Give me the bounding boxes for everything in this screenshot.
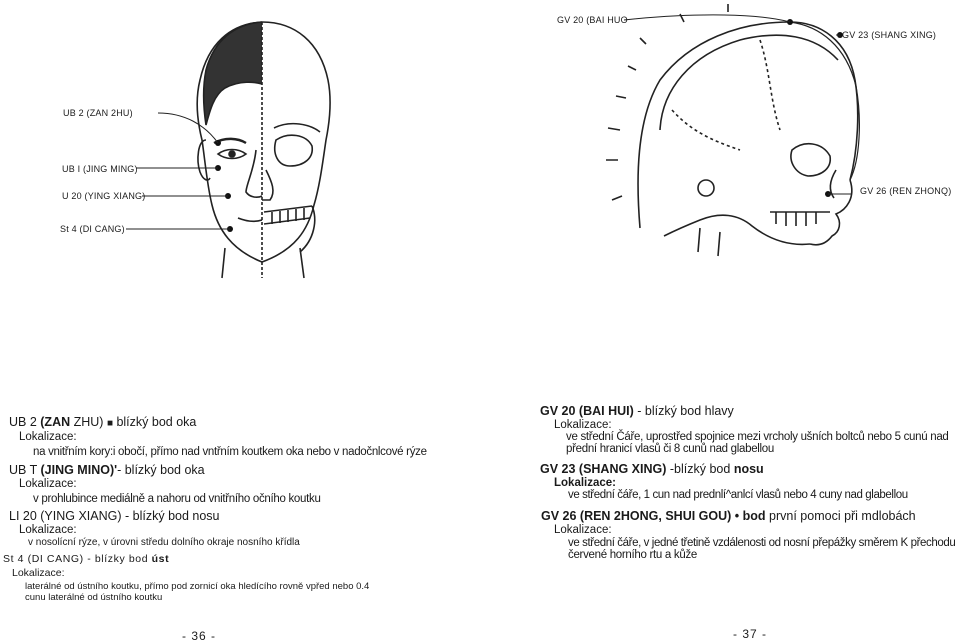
entry-ub1-desc: v prohlubince mediálně a nahoru od vnitřního očního koutku <box>33 493 321 505</box>
label-gv20: GV 20 (BAI HUO <box>557 15 628 25</box>
entry-gv26-lok: Lokalizace: <box>554 524 612 536</box>
entry-li20-lok: Lokalizace: <box>19 524 77 536</box>
entry-gv23-heading: GV 23 (SHANG XING) -blízký bod nosu <box>540 462 764 476</box>
entry-gv20-desc1: ve střední Čáře, uprostřed spojnice mezi vrcholy ušních boltců nebo 5 cunú nad <box>566 431 949 443</box>
entry-st4-desc1: laterálné od ústního koutku, přímo pod zornicí oka hledícího rovně vpřed nebo 0.4 <box>25 581 370 592</box>
entry-st4-lok: Lokalizace: <box>12 567 65 579</box>
label-gv26: GV 26 (REN ZHONQ) <box>860 186 952 196</box>
entry-ub2-heading: UB 2 (ZAN ZHU) ■ blízký bod oka <box>9 415 197 429</box>
label-li20: U 20 (YING XIANG) <box>62 191 146 201</box>
entry-ub1-lok: Lokalizace: <box>19 478 77 490</box>
entry-st4-desc2: cunu laterálné od ústního koutku <box>25 592 163 603</box>
entry-gv23-lok: Lokalizace: <box>554 477 616 489</box>
entry-st4-heading: St 4 (DI CANG) - blízky bod úst <box>3 553 170 565</box>
entry-gv23-desc: ve střední čáře, 1 cun nad prednlí^anlcí vlasů nebo 4 cuny nad glabellou <box>568 489 908 501</box>
entry-gv20-lok: Lokalizace: <box>554 419 612 431</box>
entry-gv26-heading: GV 26 (REN 2HONG, SHUI GOU) • bod první pomoci při mdlobách <box>541 509 916 523</box>
label-ub2: UB 2 (ZAN 2HU) <box>63 108 133 118</box>
entry-ub2-lok: Lokalizace: <box>19 431 77 443</box>
label-st4: St 4 (DI CANG) <box>60 224 125 234</box>
page-number-right: - 37 - <box>733 627 768 641</box>
label-ub1: UB I (JING MING) <box>62 164 138 174</box>
page-number-left: - 36 - <box>182 629 217 643</box>
entry-gv26-desc2: červené horního rtu a kůže <box>568 549 698 561</box>
label-gv23: GV 23 (SHANG XING) <box>842 30 937 40</box>
entry-gv20-heading: GV 20 (BAI HUI) - blízký bod hlavy <box>540 404 734 418</box>
entry-ub1-heading: UB T (JING MINO)'- blízký bod oka <box>9 463 205 477</box>
entry-gv26-desc1: ve střední čáře, v jedné třetině vzdálenosti od nosní přepážky směrem K přechodu <box>568 537 956 549</box>
entry-li20-desc: v nosolícní rýze, v úrovni středu dolního okraje nosního křídla <box>28 537 300 548</box>
entry-li20-heading: LI 20 (YING XIANG) - blízký bod nosu <box>9 509 220 523</box>
entry-gv20-desc2: přední hranicí vlasů či 8 cunů nad glabellou <box>566 443 775 455</box>
entry-ub2-desc: na vnitřním kory:i obočí, přímo nad vntřním koutkem oka nebo v nadočnlcové rýze <box>33 446 427 458</box>
square-bullet-icon: ■ <box>106 418 113 429</box>
